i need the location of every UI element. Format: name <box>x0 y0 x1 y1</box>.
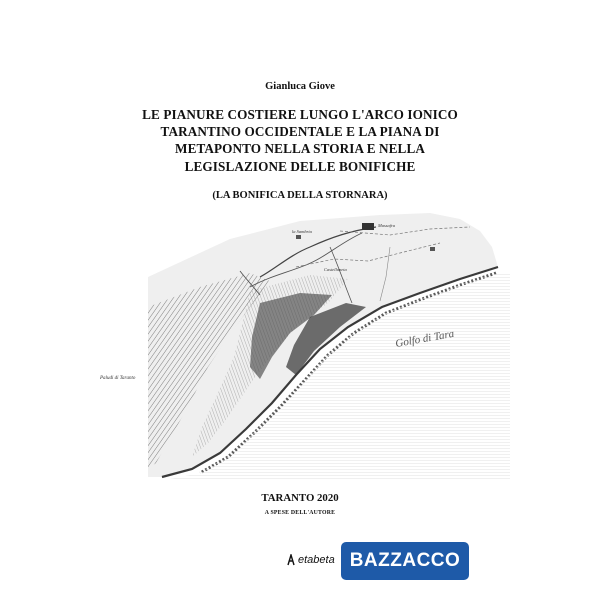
title-line-2: TARANTINO OCCIDENTALE E LA PIANA DI <box>160 124 440 140</box>
map-town-2 <box>430 247 435 251</box>
map-label-place-c: Massafra <box>378 223 396 228</box>
bazzacco-badge[interactable]: BAZZACCO <box>341 542 469 580</box>
map-town-3 <box>296 235 301 239</box>
map-label-gulf: Golfo di Tara <box>394 327 456 350</box>
publisher-name: etabeta <box>298 554 335 566</box>
historical-map <box>100 207 510 479</box>
map-label-marsh: Paludi di Taranto <box>100 376 136 381</box>
publication-note: A SPESE DELL'AUTORE <box>264 510 336 516</box>
city-year: TARANTO 2020 <box>261 492 339 504</box>
title-line-4: LEGISLAZIONE DELLE BONIFICHE <box>184 158 416 174</box>
etabeta-icon <box>286 554 296 566</box>
publisher-logo <box>286 554 335 566</box>
map-town <box>362 223 374 230</box>
author-name: Gianluca Giove <box>265 81 335 92</box>
book-title <box>100 106 500 175</box>
map-label-place-b: Castellaneta <box>324 267 347 272</box>
book-subtitle: (LA BONIFICA DELLA STORNARA) <box>212 190 388 201</box>
map-label-place-a: la Sambria <box>292 229 312 234</box>
title-line-1: LE PIANURE COSTIERE LUNGO L'ARCO IONICO <box>142 107 458 122</box>
title-line-3: METAPONTO NELLA STORIA E NELLA <box>175 141 425 157</box>
